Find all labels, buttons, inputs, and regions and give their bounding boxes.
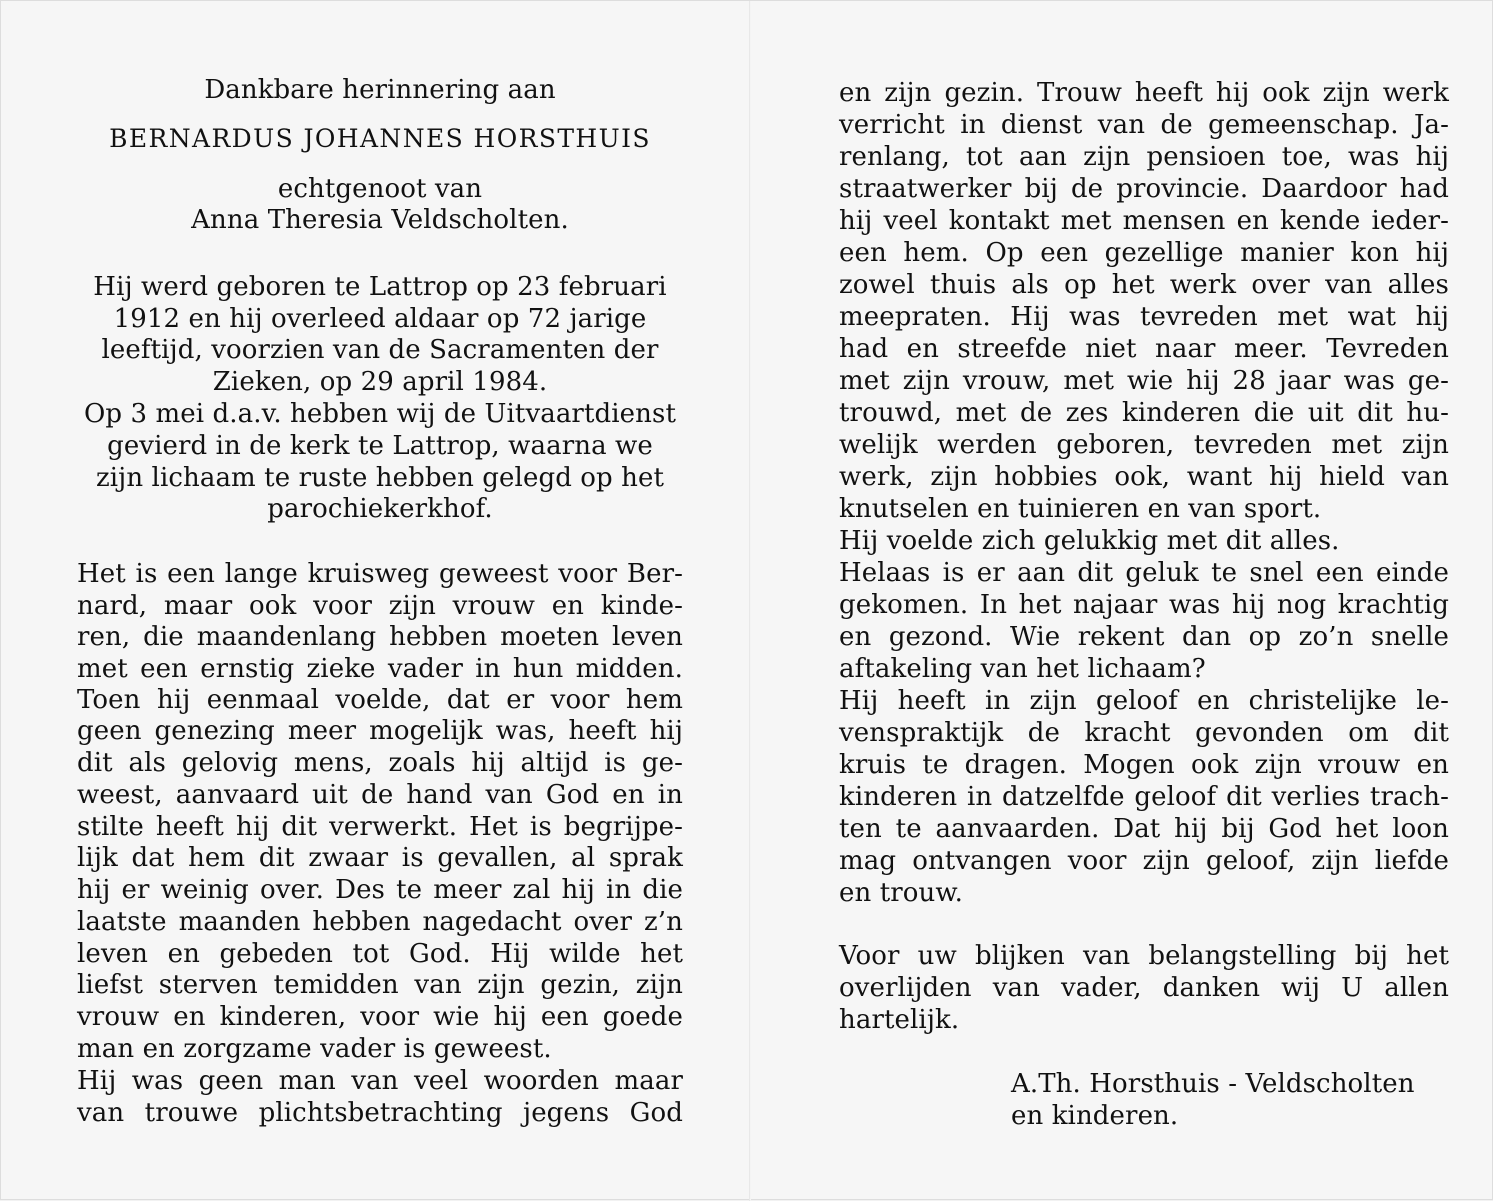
bio-line: Op 3 mei d.a.v. hebben wij de Uitvaartdienst	[84, 399, 676, 429]
text-line: knutselen en tuinieren en van sport.	[839, 494, 1322, 524]
text-line: en zijn gezin. Trouw heeft hij ook zijn werk	[839, 78, 1449, 108]
text-line: zowel thuis als op het werk over van alles	[839, 270, 1449, 300]
card-fold	[749, 1, 751, 1201]
text-line: kinderen in datzelfde geloof dit verlies trach-	[839, 782, 1449, 812]
text-line: welijk werden geboren, tevreden met zijn	[839, 430, 1449, 460]
signature-line: en kinderen.	[1011, 1101, 1179, 1131]
text-line: hij veel kontakt met mensen en kende ieder-	[839, 206, 1449, 236]
text-line: en trouw.	[839, 878, 964, 908]
text-line: gekomen. In het najaar was hij nog krachtig	[839, 590, 1449, 620]
text-line: Hij voelde zich gelukkig met dit alles.	[839, 526, 1340, 556]
text-line: trouwd, met de zes kinderen die uit dit hu-	[839, 398, 1449, 428]
signature-line: A.Th. Horsthuis - Veldscholten	[1011, 1069, 1415, 1099]
bio-line: leeftijd, voorzien van de Sacramenten der	[101, 335, 659, 365]
text-line: weest, aanvaard uit de hand van God en in	[77, 780, 683, 810]
text-line: met een ernstig zieke vader in hun midden.	[77, 654, 683, 684]
bio-line: Hij werd geboren te Lattrop op 23 februari	[93, 272, 667, 302]
text-line: lijk dat hem dit zwaar is gevallen, al sprak	[77, 843, 683, 873]
text-line: mag ontvangen voor zijn geloof, zijn liefde	[839, 846, 1449, 876]
text-line: meepraten. Hij was tevreden met wat hij	[839, 302, 1449, 332]
bio-line: gevierd in de kerk te Lattrop, waarna we	[107, 431, 653, 461]
text-line: Toen hij eenmaal voelde, dat er voor hem	[77, 685, 683, 715]
text-line: straatwerker bij de provincie. Daardoor had	[839, 174, 1449, 204]
text-line: stilte heeft hij dit verwerkt. Het is begrijpe-	[77, 812, 683, 842]
text-line: hij er weinig over. Des te meer zal hij in die	[77, 875, 683, 905]
text-line: venspraktijk de kracht gevonden om dit	[839, 718, 1449, 748]
text-line: kruis te dragen. Mogen ook zijn vrouw en	[839, 750, 1449, 780]
bio-line: 1912 en hij overleed aldaar op 72 jarige	[113, 304, 647, 334]
text-line: Helaas is er aan dit geluk te snel een einde	[839, 558, 1449, 588]
text-line: en gezond. Wie rekent dan op zo’n snelle	[839, 622, 1449, 652]
deceased-name: BERNARDUS JOHANNES HORSTHUIS	[109, 124, 651, 153]
text-line: had en streefde niet naar meer. Tevreden	[839, 334, 1449, 364]
text-line: leven en gebeden tot God. Hij wilde het	[77, 939, 683, 969]
thanks-line: hartelijk.	[839, 1005, 960, 1035]
intro-line: Dankbare herinnering aan	[204, 75, 556, 105]
text-line: met zijn vrouw, met wie hij 28 jaar was ge-	[839, 366, 1449, 396]
text-line: Het is een lange kruisweg geweest voor Ber-	[77, 559, 683, 589]
text-line: een hem. Op een gezellige manier kon hij	[839, 238, 1449, 268]
text-line: dit als gelovig mens, zoals hij altijd is ge-	[77, 748, 683, 778]
text-line: ren, die maandenlang hebben moeten leven	[77, 622, 683, 652]
thanks-line: overlijden van vader, danken wij U allen	[839, 973, 1449, 1003]
text-line: Hij was geen man van veel woorden maar	[77, 1066, 683, 1096]
text-line: Hij heeft in zijn geloof en christelijke le-	[839, 686, 1449, 716]
text-line: verricht in dienst van de gemeenschap. Ja-	[839, 110, 1449, 140]
text-line: ten te aanvaarden. Dat hij bij God het loon	[839, 814, 1449, 844]
text-line: werk, zijn hobbies ook, want hij hield van	[839, 462, 1449, 492]
text-line: vrouw en kinderen, voor wie hij een goede	[77, 1002, 683, 1032]
spouse-prefix: echtgenoot van	[277, 174, 483, 204]
text-line: van trouwe plichtsbetrachting jegens God	[77, 1098, 683, 1128]
bio-line: Zieken, op 29 april 1984.	[212, 367, 548, 397]
text-line: man en zorgzame vader is geweest.	[77, 1034, 552, 1064]
text-line: nard, maar ook voor zijn vrouw en kinde-	[77, 591, 683, 621]
text-line: liefst sterven temidden van zijn gezin, zijn	[77, 970, 683, 1000]
text-line: renlang, tot aan zijn pensioen toe, was hij	[839, 142, 1449, 172]
spouse-name: Anna Theresia Veldscholten.	[191, 205, 569, 235]
text-line: aftakeling van het lichaam?	[839, 654, 1206, 684]
thanks-line: Voor uw blijken van belangstelling bij het	[839, 941, 1449, 971]
text-line: geen genezing meer mogelijk was, heeft hij	[77, 716, 683, 746]
bio-line: zijn lichaam te ruste hebben gelegd op het	[95, 463, 665, 493]
text-line: laatste maanden hebben nagedacht over z’n	[77, 907, 683, 937]
bio-line: parochiekerkhof.	[267, 494, 493, 524]
